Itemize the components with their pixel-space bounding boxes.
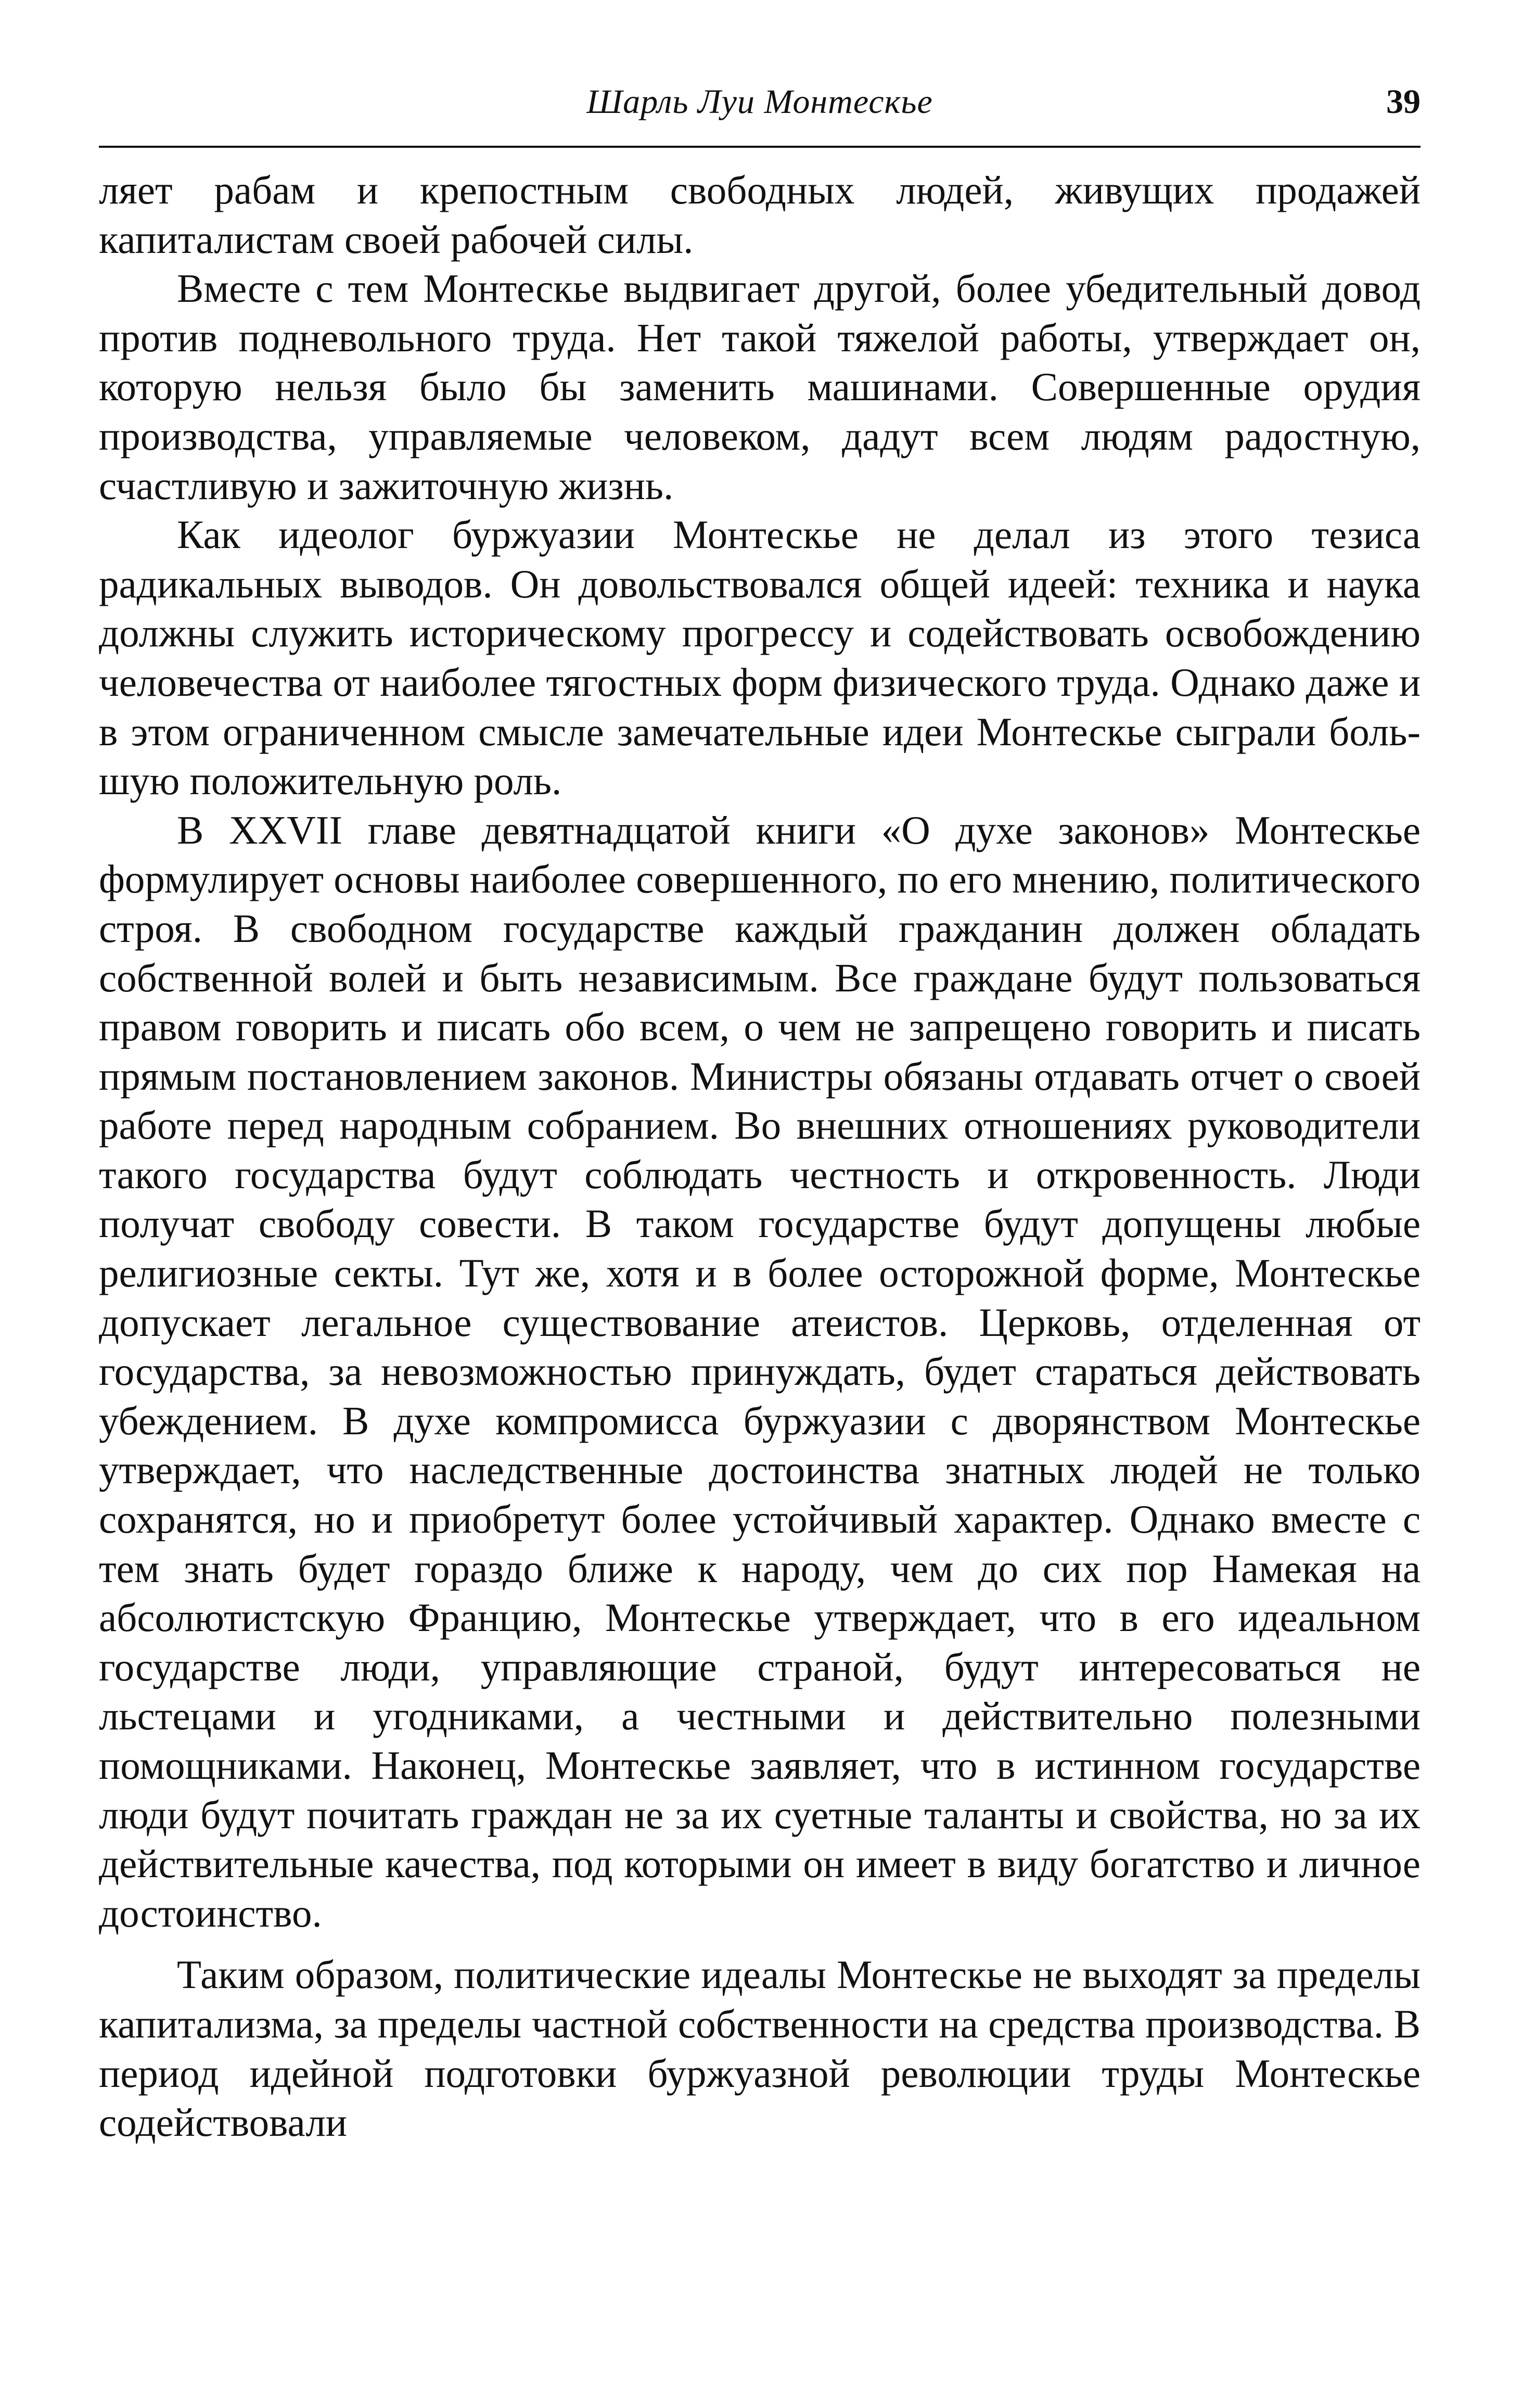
paragraph-political-system: В XXVII главе девятнадцатой книги «О духе законов» Монтескье формулирует основы наиболее совершенного, по его мнению, политического строя. В свободном государстве каждый гражданин должен обладать собственной волей и быть независимым. Все граждане будут пользоваться правом говорить и писать обо всем, о чем не запрещено говорить и писать прямым постановлением законов. Министры обязаны отдавать отчет о своей работе перед народным собранием. Во внешних отношениях руководители такого государства будут соблюдать честность и откровенность. Люди получат свободу совести. В таком государстве будут допущены любые религиозные секты. Тут же, хотя и в более осторожной форме, Монтескье допускает легальное существование атеистов. Церковь, отделенная от государства, за невозможностью принуждать, будет стараться действовать убеждением. В духе компромисса буржуазии с дворянством Монтескье утверждает, что наследственные достоинства знатных людей не только сохранятся, но и приобретут более устойчивый характер. Однако вместе с тем знать будет гораздо ближе к народу, чем до сих пор Намекая на абсолютистскую Францию, Монтескье утверждает, что в его идеальном государстве люди, управляющие страной, будут интересоваться не льстецами и угодниками, а честными и действительно полезными помощниками. Наконец, Монтескье заявляет, что в истинном государстве люди будут почитать граждан не за их суетные таланты и свойства, но за их действительные качества, под которыми он имеет в виду богатство и личное достоинство. xyxy=(99,807,1421,1935)
paragraph-ideologue: Как идеолог буржуазии Монтескье не делал из этого тезиса радикальных выводов. Он довольствовался общей идеей: техника и наука должны служить историческому прогрессу и содействовать освобождению человечества от наиболее тягостных форм физического труда. Однако даже и в этом ограниченном смысле замечательные идеи Монтескье сыграли большую положительную роль. xyxy=(99,512,1421,804)
paragraph-conclusion: Таким образом, политические идеалы Монтескье не выходят за пределы капитализма, за пределы частной собственности на средства производства. В период идейной подготовки буржуазной революции труды Монтескье содействовали xyxy=(99,1952,1421,2145)
body-text xyxy=(99,165,1421,2147)
paragraph-continuation: ляет рабам и крепостным свободных людей, живущих продажей капиталистам своей рабочей силы. xyxy=(99,168,1421,262)
running-head xyxy=(99,78,1421,148)
paragraph-machines: Вместе с тем Монтескье выдвигает другой, более убедительный довод против подневольного труда. Нет такой тяжелой работы, утверждает он, которую нельзя было бы заменить машинами. Совершенные орудия производства, управляемые человеком, дадут всем людям радостную, счастливую и зажиточную жизнь. xyxy=(99,266,1421,508)
running-head-title: Шарль Луи Монтескье xyxy=(586,83,933,121)
page-number: 39 xyxy=(1386,83,1421,121)
book-page xyxy=(99,78,1421,2147)
